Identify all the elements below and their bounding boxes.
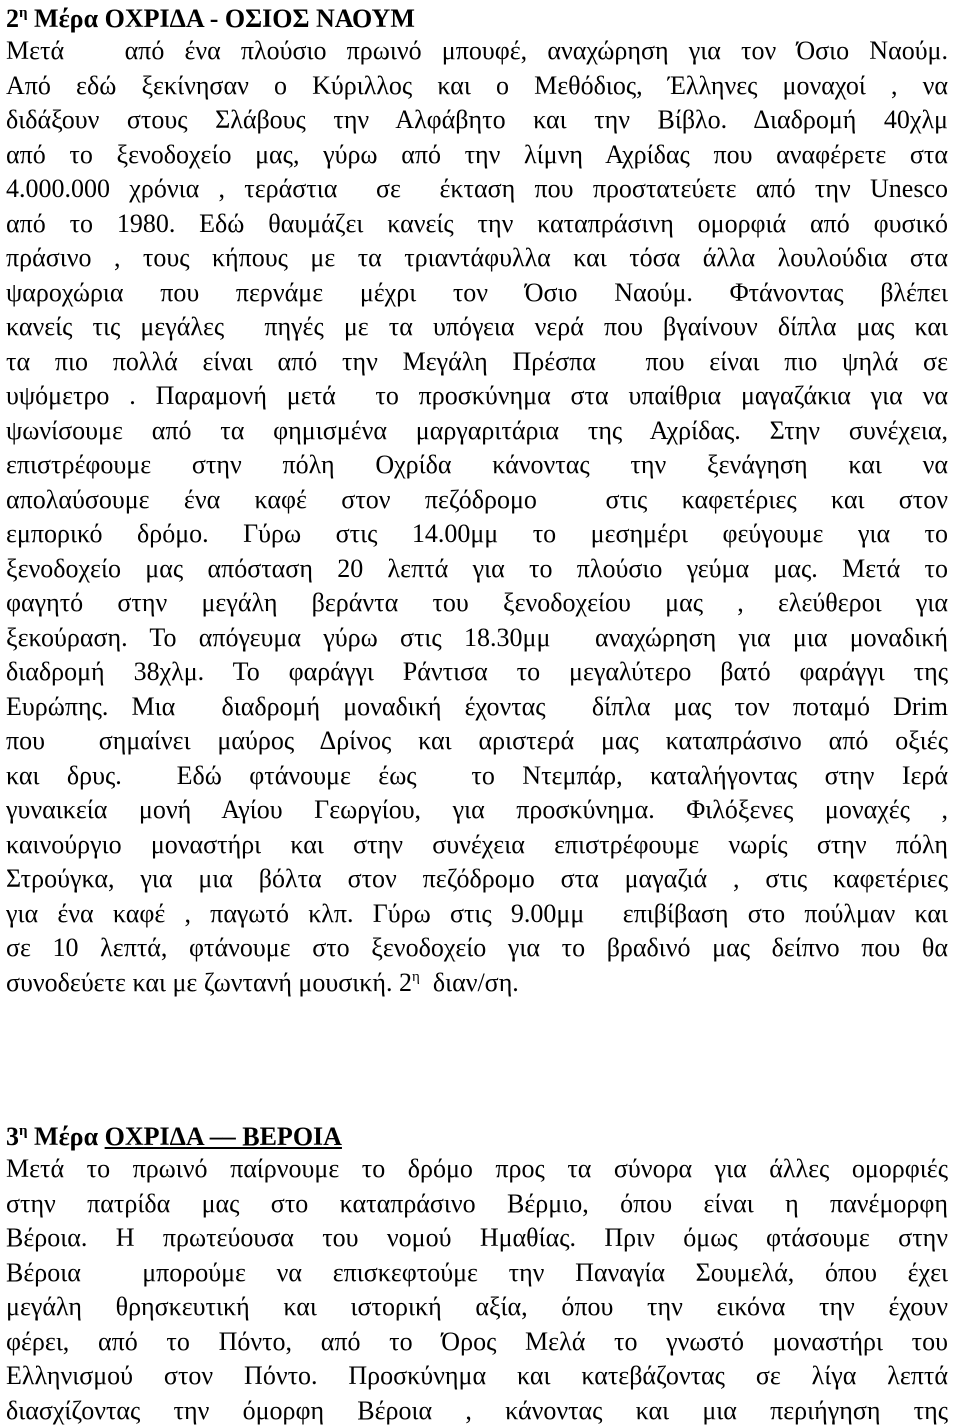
- day-2-number: 2: [6, 4, 19, 33]
- text-line: Ευρώπης. Μια διαδρομή μοναδική έχοντας δίπλα μας τον ποταμό Drim: [6, 690, 948, 725]
- day-2-title: Μέρα ΟΧΡΙΔΑ - ΟΣΙΟΣ ΝΑΟΥΜ: [28, 4, 415, 33]
- section-spacer: [6, 1000, 948, 1118]
- day-3-paragraph: [6, 1152, 948, 1428]
- text-line: εμπορικό δρόμο. Γύρω στις 14.00μμ το μεσημέρι φεύγουμε για το: [6, 517, 948, 552]
- text-line: και δρυς. Εδώ φτάνουμε έως το Ντεμπάρ, καταλήγοντας στην Ιερά: [6, 759, 948, 794]
- text-line: μεγάλη θρησκευτική και ιστορική αξία, όπου την εικόνα την έχουν: [6, 1290, 948, 1325]
- text-line: σε 10 λεπτά, φτάνουμε στο ξενοδοχείο για το βραδινό μας δείπνο που θα: [6, 931, 948, 966]
- day-3-title-bold: ΟΧΡΙΔΑ –– ΒΕΡΟΙΑ: [105, 1122, 342, 1151]
- text-line: ψωνίσουμε από τα φημισμένα μαργαριτάρια της Αχρίδας. Στην συνέχεια,: [6, 414, 948, 449]
- day-2-ordinal: η: [19, 5, 28, 21]
- day-2-closing-ordinal: η: [412, 969, 420, 985]
- text-line: Από εδώ ξεκίνησαν ο Κύριλλος και ο Μεθόδιος, Έλληνες μοναχοί , να: [6, 69, 948, 104]
- text-line: διδάξουν στους Σλάβους την Αλφάβητο και την Βίβλο. Διαδρομή 40χλμ: [6, 103, 948, 138]
- text-line: κανείς τις μεγάλες πηγές με τα υπόγεια νερά που βγαίνουν δίπλα μας και: [6, 310, 948, 345]
- day-2-closing-line: [6, 966, 948, 1001]
- text-line: τα πιο πολλά είναι από την Μεγάλη Πρέσπα που είναι πιο ψηλά σε: [6, 345, 948, 380]
- text-line: στην πατρίδα μας στο καταπράσινο Βέρμιο, όπου είναι η πανέμορφη: [6, 1187, 948, 1222]
- text-line: Βέροια μπορούμε να επισκεφτούμε την Παναγία Σουμελά, όπου έχει: [6, 1256, 948, 1291]
- text-line: υψόμετρο . Παραμονή μετά το προσκύνημα στα υπαίθρια μαγαζάκια για να: [6, 379, 948, 414]
- day-2-paragraph: [6, 34, 948, 966]
- text-line: από το ξενοδοχείο μας, γύρω από την λίμνη Αχρίδας που αναφέρετε στα: [6, 138, 948, 173]
- text-line: για ένα καφέ , παγωτό κλπ. Γύρω στις 9.00μμ επιβίβαση στο πούλμαν και: [6, 897, 948, 932]
- text-line: ψαροχώρια που περνάμε μέχρι τον Όσιο Ναούμ. Φτάνοντας βλέπει: [6, 276, 948, 311]
- day-3-heading: [6, 1118, 948, 1152]
- text-line: Μετά από ένα πλούσιο πρωινό μπουφέ, αναχώρηση για τον Όσιο Ναούμ.: [6, 34, 948, 69]
- text-line: ξεκούραση. Το απόγευμα γύρω στις 18.30μμ αναχώρηση για μια μοναδική: [6, 621, 948, 656]
- text-line: Στρούγκα, για μια βόλτα στον πεζόδρομο στα μαγαζιά , στις καφετέριες: [6, 862, 948, 897]
- text-line: γυναικεία μονή Αγίου Γεωργίου, για προσκύνημα. Φιλόξενες μοναχές ,: [6, 793, 948, 828]
- day-3-number: 3: [6, 1122, 19, 1151]
- day-3-section: [6, 1118, 948, 1428]
- day-2-closing-tail: διαν/ση.: [420, 968, 519, 997]
- text-line: Βέροια. Η πρωτεύουσα του νομού Ημαθίας. Πριν όμως φτάσουμε στην: [6, 1221, 948, 1256]
- text-line: καινούργιο μοναστήρι και στην συνέχεια επιστρέφουμε νωρίς στην πόλη: [6, 828, 948, 863]
- text-line: φαγητό στην μεγάλη βεράντα του ξενοδοχείου μας , ελεύθεροι για: [6, 586, 948, 621]
- text-line: ξενοδοχείο μας απόσταση 20 λεπτά για το πλούσιο γεύμα μας. Μετά το: [6, 552, 948, 587]
- text-line: απολαύσουμε ένα καφέ στον πεζόδρομο στις καφετέριες και στον: [6, 483, 948, 518]
- text-line: διασχίζοντας την όμορφη Βέροια , κάνοντας και μια περιήγηση της: [6, 1394, 948, 1428]
- text-line: φέρει, από το Πόντο, από το Όρος Μελά το γνωστό μοναστήρι του: [6, 1325, 948, 1360]
- text-line: επιστρέφουμε στην πόλη Οχρίδα κάνοντας την ξενάγηση και να: [6, 448, 948, 483]
- day-3-ordinal: η: [19, 1123, 28, 1139]
- text-line: διαδρομή 38χλμ. Το φαράγγι Ράντισα το μεγαλύτερο βατό φαράγγι της: [6, 655, 948, 690]
- text-line: Μετά το πρωινό παίρνουμε το δρόμο προς τα σύνορα για άλλες ομορφιές: [6, 1152, 948, 1187]
- text-line: 4.000.000 χρόνια , τεράστια σε έκταση που προστατεύετε από την Unesco: [6, 172, 948, 207]
- text-line: που σημαίνει μαύρος Δρίνος και αριστερά μας καταπράσινο από οξιές: [6, 724, 948, 759]
- day-3-title: Μέρα: [28, 1122, 105, 1151]
- text-line: από το 1980. Εδώ θαυμάζει κανείς την καταπράσινη ομορφιά από φυσικό: [6, 207, 948, 242]
- text-line: πράσινο , τους κήπους με τα τριαντάφυλλα και τόσα άλλα λουλούδια στα: [6, 241, 948, 276]
- day-2-heading: [6, 0, 948, 34]
- day-2-section: [6, 0, 948, 1000]
- text-line: Ελληνισμού στον Πόντο. Προσκύνημα και κατεβάζοντας σε λίγα λεπτά: [6, 1359, 948, 1394]
- day-2-closing-text: συνοδεύετε και με ζωντανή μουσική. 2: [6, 968, 412, 997]
